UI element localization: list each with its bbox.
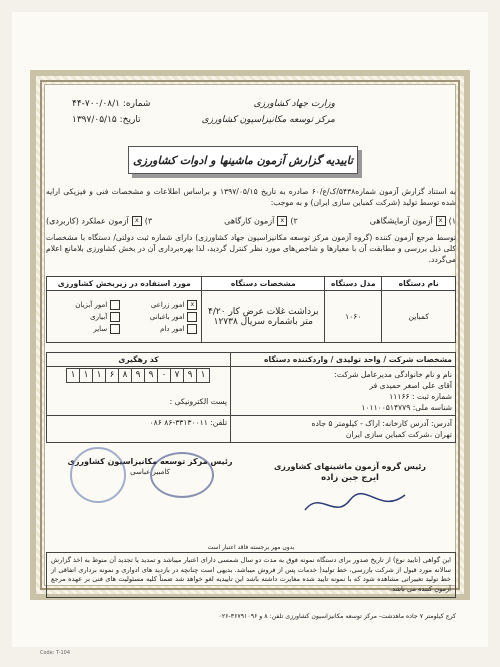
device-table (46, 276, 456, 343)
col-device-specs: مشخصات دستگاه (202, 277, 325, 291)
test-workshop-checkbox: x (277, 216, 287, 226)
manager-name: آقای علی اصغر حمیدی فر (369, 381, 452, 390)
seal-footnote: بدون مهر برجسته فاقد اعتبار است (207, 544, 295, 551)
usage-other: سایر (49, 323, 122, 335)
col-device-model: مدل دستگاه (325, 277, 382, 291)
col-device-name: نام دستگاه (382, 277, 456, 291)
signature-left-name: کامبیز عباسی (130, 468, 170, 476)
test-item-workshop: ۲)xآزمون کارگاهی (224, 216, 298, 226)
device-model: ۱۰۶۰ (325, 291, 382, 343)
number-label: شماره: (122, 99, 151, 109)
test-types (46, 214, 456, 228)
phone-code: ۰۸۶ (149, 418, 162, 427)
signature-left-title: رئیس مرکز توسعه مکانیزاسیون کشاورزی (67, 457, 233, 466)
intro-paragraph: به استناد گزارش آزمون شماره۵۴۳۸/ک/ع/۶۰ صادره به تاریخ ۱۳۹۷/۰۵/۱۵ و براساس اطلاعات و مشخصات فنی و فیزیکی ارایه شده توسط تولید (شرکت کمباین سازی ایران) و به موجب: (46, 187, 456, 207)
usage-horticulture: امور باغبانی (122, 311, 199, 323)
usage-aquaculture: امور آبزیان (49, 299, 122, 311)
test-item-field: ۳)xآزمون عملکرد (کاربردی) (46, 216, 153, 226)
reg-number: ۱۱۱۶۶ (389, 392, 410, 401)
usage-livestock: امور دام (122, 323, 199, 335)
tracking-digits: ۱ ۱ ۱ ۶ ۸ ۹ ۹ ۰ ۷ ۹ ۱ (50, 369, 227, 383)
number-value: ۷۰۰/۰۸/۱-۴۴ (72, 99, 120, 109)
center-name: مرکز توسعه مکانیزاسیون کشاورزی (201, 115, 335, 125)
email-row: پست الکترونیکی : (169, 397, 228, 406)
producer-details: نام و نام خانوادگی مدیرعامل شرکت: آقای علی اصغر حمیدی فر شماره ثبت : ۱۱۱۶۶ شناسه ملی: ۱۰۱۱۰۰۵۱۴۷۷۹ (231, 367, 456, 416)
tracking-code-cell (47, 367, 231, 416)
signature-left-mark (150, 452, 214, 498)
date-value: ۱۳۹۷/۰۵/۱۵ (72, 115, 117, 125)
document-title: تاییدیه گزارش آزمون ماشینها و ادوات کشاورزی (128, 146, 358, 174)
signature-right-name: ایرج جبن زاده (321, 473, 379, 483)
phone-cell: تلفن: ۳۳۱۳۰۰۱۱-۸۶ ۰۸۶ (47, 416, 231, 443)
address-cell: آدرس: آدرس کارخانه: اراک - کیلومتر ۵ جاده تهران ،شرکت کمباین سازی ایران (231, 416, 456, 443)
usage-agronomy: xامور زراعی (122, 299, 199, 311)
validity-disclaimer: این گواهی (تایید نوع) از تاریخ صدور برای دستگاه نمونه فوق به مدت دو سال شمسی دارای اعتبار میباشد و تمدید یا تجدید آن منوط به اخذ گزارش سالانه مورد قبول از شرکت بازرسی، خط تولید( خدمات پس از فروش میباشد. بدیهی است چنانچه در بازدید های ادواری و نمونه برداری اتفاقی از خط تولید تغییراتی مشاهده شود که با نمونه تایید شده مغایرت داشته باشد این تاییدیه لغو خواهد شد ضمناً کلیه مسئولیت های فنی بر عهده مرجع آزمون کننده می باشد. (46, 552, 456, 598)
header-meta (72, 96, 150, 128)
signature-right-mark (300, 485, 410, 525)
usage-grid (49, 299, 199, 335)
footer-address: کرج کیلومتر ۷ جاده ماهدشت- مرکز توسعه مکانیزاسیون کشاورزی تلفن: ۸ و ۳۶۷۹۱۰۹۶-۰۲۶ (218, 613, 456, 620)
usage-cell (47, 291, 202, 343)
signature-right-block (260, 462, 440, 483)
header-ministry (202, 96, 335, 128)
col-device-usage: مورد استفاده در زیربخش کشاورزی (47, 277, 202, 291)
producer-table (46, 352, 456, 443)
ministry-name: وزارت جهاد کشاورزی (253, 99, 335, 109)
date-label: تاریخ: (119, 115, 141, 125)
producer-section-title: مشخصات شرکت / واحد تولیدی / واردکننده دستگاه (231, 353, 456, 367)
signature-right-title: رئیس گروه آزمون ماشینهای کشاورزی (273, 462, 427, 471)
national-id: ۱۰۱۱۰۰۵۱۴۷۷۹ (361, 403, 411, 412)
test-lab-checkbox: x (436, 216, 446, 226)
official-stamp-left (70, 447, 126, 503)
test-item-lab: ۱)xآزمون آزمایشگاهی (369, 216, 456, 226)
test-field-checkbox: x (132, 216, 142, 226)
device-name: کمباین (382, 291, 456, 343)
phone-value: ۳۳۱۳۰۰۱۱-۸۶ (164, 418, 208, 427)
usage-irrigation: آبیاری (49, 311, 122, 323)
device-specs: برداشت غلات عرض کار ۴/۲۰ متر باشماره سریال ۱۲۷۳۸ (202, 291, 325, 343)
print-code: Code: T-104 (40, 650, 71, 656)
body-paragraph: توسط مرجع آزمون کننده (گروه آزمون مرکز توسعه مکانیزاسیون جهاد کشاورزی) دارای شماره ثبت دولتی/ دستگاه با مشخصات کلی ذیل بررسی و مطابقت آن با معیارها و شاخص‌های مورد نظر کنترل گردید، لذا بهره‌برداری آن در بخش کشاورزی بلامانع اعلام می‌گردد. (46, 233, 456, 264)
tracking-label: کد رهگیری (47, 353, 231, 367)
